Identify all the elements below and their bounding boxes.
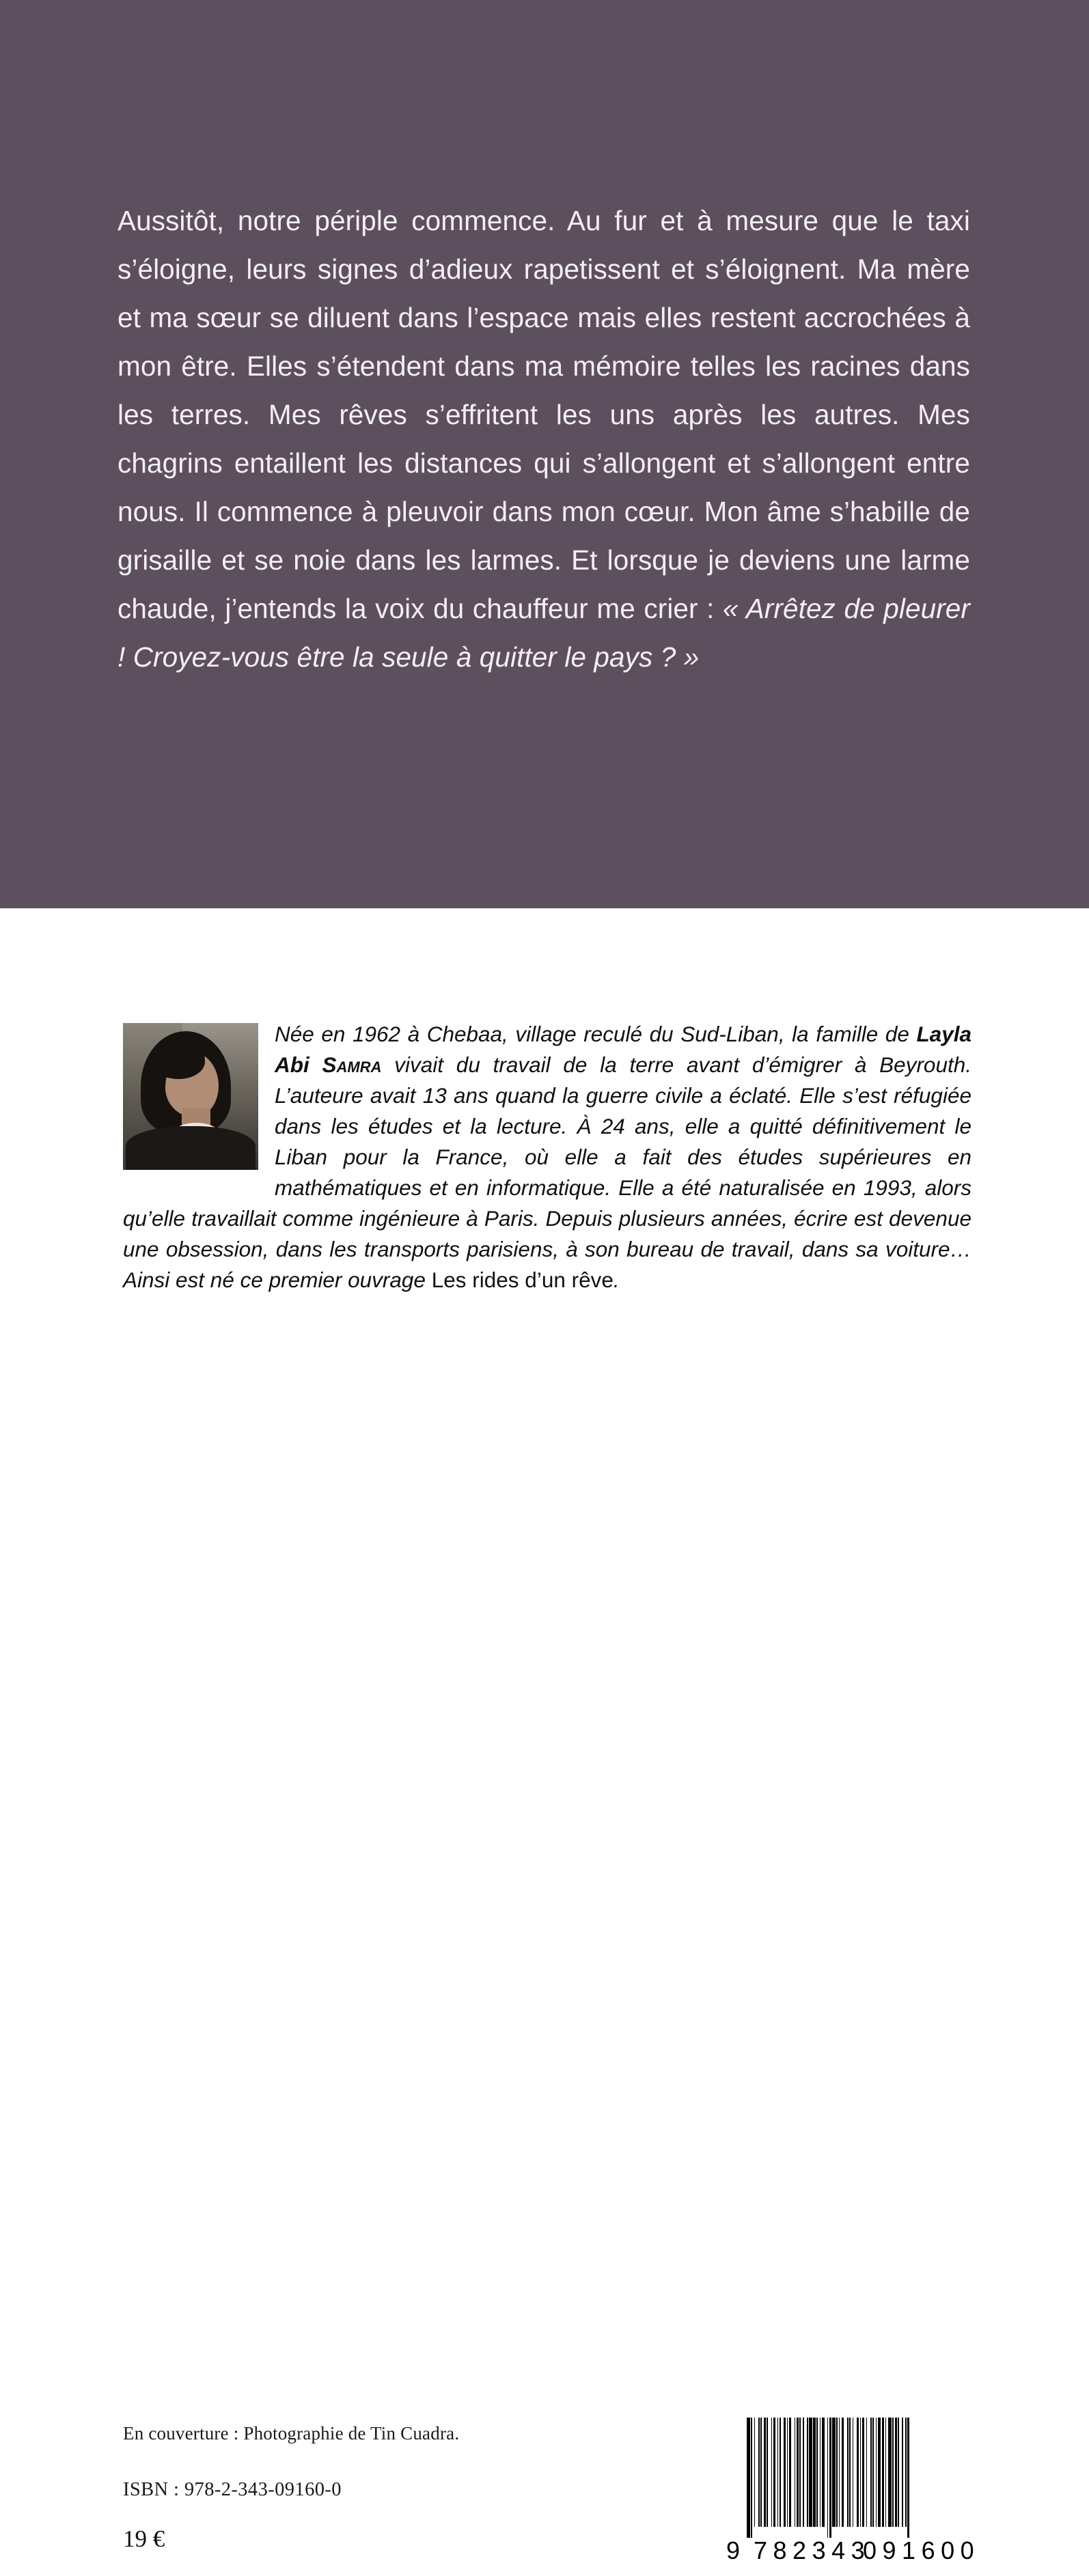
ean-barcode <box>726 2418 980 2576</box>
barcode-group-left: 782343 <box>754 2536 871 2564</box>
author-bio-section <box>0 908 1089 2564</box>
bio-part-2: vivait du travail de la terre avant d’émigrer à Beyrouth. L’auteure avait 13 ans quand la guerre civile a éclaté. Elle s’est réfugiée dans les études et la lecture. À 24 ans, elle a quitté définitivement le Liban pour la France, où elle a fait des études supérieures en mathématiques et en informatique. Elle a été naturalisée en 1993, alors qu’elle travaillait comme ingénieure à Paris. Depuis plusieurs années, écrire est devenue une obsession, dans les transports parisiens, à son bureau de travail, dans sa voiture… Ainsi est né ce premier ouvrage <box>123 1052 971 1292</box>
bio-part-1: Née en 1962 à Chebaa, village reculé du Sud-Liban, la famille de <box>275 1022 917 1046</box>
author-name-last: Samra <box>322 1052 382 1077</box>
excerpt-quote: « Arrêtez de pleurer ! Croyez-vous être la seule à quitter le pays ? » <box>118 593 970 673</box>
excerpt-text <box>118 197 970 682</box>
excerpt-panel <box>0 0 1089 908</box>
isbn-text: ISBN : 978-2-343-09160-0 <box>123 2479 342 2500</box>
cover-photo-credit: En couverture : Photographie de Tin Cuadra. <box>123 2423 460 2444</box>
barcode-space <box>909 2418 911 2527</box>
barcode-group-right: 091600 <box>863 2536 980 2564</box>
barcode-digits <box>726 2534 980 2565</box>
barcode-bars <box>747 2418 972 2538</box>
photo-text-wrap-spacer <box>123 1019 275 1173</box>
excerpt-body: Aussitôt, notre périple commence. Au fur et à mesure que le taxi s’éloigne, leurs signes d’adieux rapetissent et s’éloignent. Ma mère et ma sœur se diluent dans l’espace mais elles restent accrochées à mon être. Elles s’étendent dans ma mémoire telles les racines dans les terres. Mes rêves s’effritent les uns après les autres. Mes chagrins entaillent les distances qui s’allongent et s’allongent entre nous. Il commence à pleuvoir dans mon cœur. Mon âme s’habille de grisaille et se noie dans les larmes. Et lorsque je deviens une larme chaude, j’entends la voix du chauffeur me crier : <box>118 205 970 624</box>
barcode-lead-digit: 9 <box>726 2536 742 2564</box>
bio-part-3: . <box>613 1268 620 1292</box>
price-text: 19 € <box>123 2525 165 2552</box>
author-bio-text <box>123 1019 971 1296</box>
author-name-first: Layla Abi <box>275 1022 971 1077</box>
book-title: Les rides d’un rêve <box>431 1268 614 1292</box>
